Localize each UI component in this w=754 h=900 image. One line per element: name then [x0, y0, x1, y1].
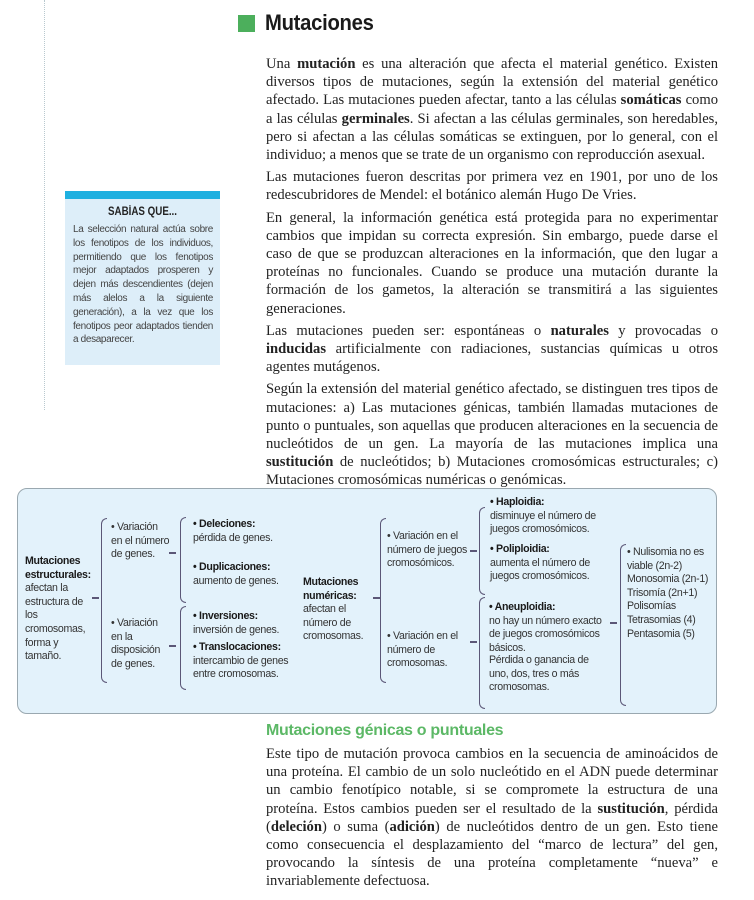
page-title: Mutaciones — [265, 10, 374, 35]
connector — [169, 645, 176, 647]
deleciones-node: • Deleciones: pérdida de genes. — [193, 518, 273, 544]
bracket — [479, 507, 485, 595]
connector — [610, 622, 617, 624]
sidebar-accent-bar — [65, 191, 220, 199]
mutation-diagram — [17, 488, 717, 714]
aneuploidia-node: • Aneuploidia: no hay un número exacto de juegos cromosómicos básicos. — [489, 601, 602, 654]
bracket — [479, 597, 485, 709]
connector — [92, 597, 99, 599]
section2-text — [266, 745, 718, 895]
duplicaciones-node: • Duplicaciones: aumento de genes. — [193, 561, 279, 587]
haploidia-node: • Haploidia: disminuye el número de juegos cromosómicos. — [490, 496, 596, 536]
estructurales-node: Mutaciones estructurales: afectan la estructura de los cromosomas, forma y tamaño. — [25, 555, 91, 663]
connector — [470, 550, 477, 552]
bracket — [620, 544, 626, 706]
bracket — [180, 517, 186, 603]
green-square-icon — [238, 15, 255, 32]
section-heading — [238, 10, 383, 36]
sidebar-title: SABÍAS QUE... — [108, 206, 177, 218]
sidebar-text: La selección natural actúa sobre los fenotipos de los individuos, permitiendo que los fenotipos mejor adaptados prosperen y dejen más descendientes (dejen más alelos a la siguiente generación), a la vez que los fenotipos peor adaptados tienden a desaparecer. — [73, 224, 213, 346]
paragraph-history: Las mutaciones fueron descritas por primera vez en 1901, por uno de los redescubridores de Mendel: el botánico alemán Hugo De Vries. — [266, 169, 718, 204]
variacion-cromosomas: • Variación en el número de cromosomas. — [387, 630, 458, 670]
paragraph-extension: Según la extensión del material genético afectado, se distinguen tres tipos de mutaciones: a) Las mutaciones génicas, también llamadas mutaciones de punto o puntuales, son aquellas que producen alteraciones en la secuencia de nucleótidos de un gen. La mayoría de las mutaciones implica una sustitución de nucleótidos; b) Mutaciones cromosómicas estructurales; c) Mutaciones cromosómicas numéricas o genómicas. — [266, 381, 718, 489]
somias-list: • Nulisomia no es viable (2n-2) Monosomia (2n-1) Trisomía (2n+1) Polisomías Tetrasomias (4) Pentasomia (5) — [627, 546, 709, 640]
aneuploidia-detail: Pérdida o ganancia de uno, dos, tres o más cromosomas. — [489, 654, 589, 694]
sabias-que-box — [65, 191, 220, 365]
connector — [169, 552, 176, 554]
margin-dotted-line — [44, 0, 45, 410]
paragraph-protection: En general, la información genética está protegida para no experimentar cambios que impidan su correcta expresión. Sin embargo, puede darse el caso de que se produzcan alteraciones en la información, que den lugar a proteínas no funcionales. Cuando se produce una mutación durante la formación de los gametos, la alteración se transmitirá a las siguientes generaciones. — [266, 209, 718, 317]
connector — [373, 597, 380, 599]
paragraph-intro: Una mutación es una alteración que afecta el material genético. Existen diversos tipos de mutaciones, según la extensión del material genético afectado. Las mutaciones pueden afectar, tanto a las células somáticas como a las células germinales. Si afectan a las células germinales, son heredables, pero si afectan a las células somáticas se extinguen, por lo general, con el individuo; a menos que se trate de un organismo con reproducción asexual. — [266, 56, 719, 164]
connector — [470, 641, 477, 643]
paragraph-genicas: Este tipo de mutación provoca cambios en la secuencia de aminoácidos de una proteína. El cambio de un solo nucleótido en el ADN puede determinar un cambio fenotípico notable, si se compromete la estructura de una proteína. Estos cambios pueden ser el resultado de la sustitución, pérdida (deleción) o suma (adición) de nucleótidos dentro de un gen. Esto tiene como consecuencia el desplazamiento del “marco de lectura” del gen, provocando la síntesis de una proteína completamente “nueva” e invariablemente defectuosa. — [266, 746, 718, 890]
variacion-juegos: • Variación en el número de juegos cromosómicos. — [387, 530, 468, 570]
bracket — [380, 518, 386, 683]
inversiones-node: • Inversiones: inversión de genes. — [193, 610, 280, 636]
variacion-disposicion-genes: • Variación en la disposición de genes. — [111, 617, 161, 670]
bracket — [180, 606, 186, 690]
main-text — [266, 55, 718, 494]
variacion-numero-genes: • Variación en el número de genes. — [111, 521, 170, 561]
paragraph-types: Las mutaciones pueden ser: espontáneas o naturales y provocadas o inducidas artificialmente con radiaciones, sustancias químicas u otros agentes mutágenos. — [266, 322, 718, 376]
bracket — [101, 518, 107, 683]
poliploidia-node: • Poliploidia: aumenta el número de juegos cromosómicos. — [490, 543, 591, 583]
translocaciones-node: • Translocaciones: intercambio de genes entre cromosomas. — [193, 641, 289, 681]
section-subtitle: Mutaciones génicas o puntuales — [266, 722, 504, 739]
numericas-node: Mutaciones numéricas: afectan el número de cromosomas. — [303, 576, 364, 643]
